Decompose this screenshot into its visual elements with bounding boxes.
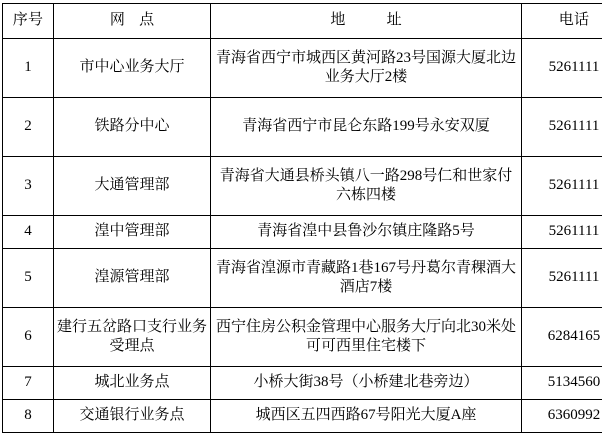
row-no: 2 xyxy=(3,98,54,157)
row-branch-name: 湟中管理部 xyxy=(54,216,211,249)
row-no: 6 xyxy=(3,308,54,367)
row-tel: 5261111 xyxy=(522,249,602,308)
column-header-tel: 电话 xyxy=(522,4,602,39)
row-address: 青海省湟中县鲁沙尔镇庄隆路5号 xyxy=(211,216,522,249)
row-no: 1 xyxy=(3,39,54,98)
column-header-address-text: 地 址 xyxy=(330,12,421,29)
row-branch-name: 城北业务点 xyxy=(54,367,211,400)
table-row xyxy=(3,308,602,367)
row-branch-name: 市中心业务大厅 xyxy=(54,39,211,98)
row-branch-name: 铁路分中心 xyxy=(54,98,211,157)
row-address: 青海省西宁市城西区黄河路23号国源大厦北边业务大厅2楼 xyxy=(211,39,522,98)
row-no: 5 xyxy=(3,249,54,308)
row-tel: 5261111 xyxy=(522,216,602,249)
table-row xyxy=(3,400,602,433)
row-branch-name: 大通管理部 xyxy=(54,157,211,216)
row-no: 7 xyxy=(3,367,54,400)
row-no: 8 xyxy=(3,400,54,433)
column-header-no: 序号 xyxy=(3,4,54,39)
row-address: 西宁住房公积金管理中心服务大厅向北30米处可可西里住宅楼下 xyxy=(211,308,522,367)
table-row xyxy=(3,216,602,249)
row-branch-name: 交通银行业务点 xyxy=(54,400,211,433)
row-branch-name: 建行五岔路口支行业务受理点 xyxy=(54,308,211,367)
column-header-address xyxy=(211,4,522,39)
row-tel: 5261111 xyxy=(522,98,602,157)
row-tel: 5261111 xyxy=(522,39,602,98)
row-no: 4 xyxy=(3,216,54,249)
table-row xyxy=(3,98,602,157)
table-row xyxy=(3,367,602,400)
column-header-name xyxy=(54,4,211,39)
row-branch-name: 湟源管理部 xyxy=(54,249,211,308)
table-row xyxy=(3,249,602,308)
table-header xyxy=(3,4,602,39)
table-row xyxy=(3,157,602,216)
row-tel: 6284165 xyxy=(522,308,602,367)
column-header-name-text: 网点 xyxy=(109,12,169,29)
table-row xyxy=(3,39,602,98)
row-address: 城西区五四西路67号阳光大厦A座 xyxy=(211,400,522,433)
table-header-row xyxy=(3,4,602,39)
row-address: 青海省大通县桥头镇八一路298号仁和世家付六栋四楼 xyxy=(211,157,522,216)
table-body xyxy=(3,39,602,433)
row-tel: 5134560 xyxy=(522,367,602,400)
row-tel: 6360992 xyxy=(522,400,602,433)
row-tel: 5261111 xyxy=(522,157,602,216)
row-address: 青海省西宁市昆仑东路199号永安双厦 xyxy=(211,98,522,157)
row-no: 3 xyxy=(3,157,54,216)
row-address: 青海省湟源市青藏路1巷167号丹葛尔青稞酒大酒店7楼 xyxy=(211,249,522,308)
row-address: 小桥大街38号（小桥建北巷旁边） xyxy=(211,367,522,400)
service-branch-table xyxy=(2,3,602,433)
